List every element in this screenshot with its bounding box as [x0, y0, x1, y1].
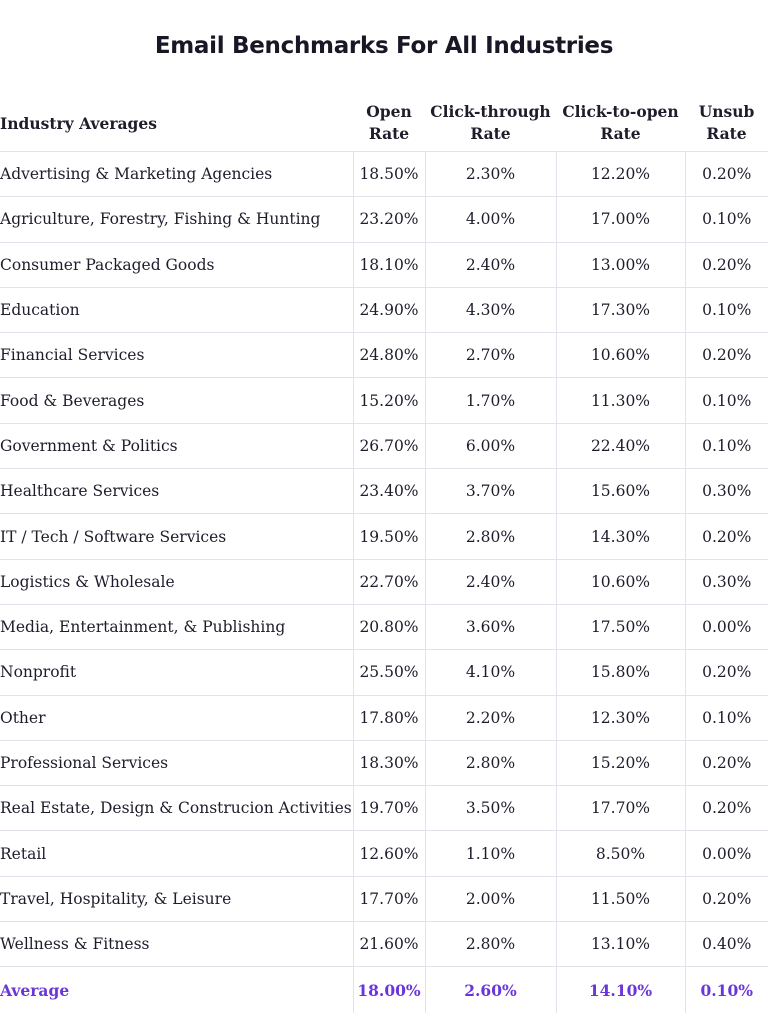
click-through-rate-cell: 3.70% [425, 469, 556, 514]
table-row [0, 786, 768, 831]
table-row [0, 514, 768, 559]
average-open-rate-cell: 18.00% [353, 967, 425, 1014]
click-through-rate-cell: 2.80% [425, 514, 556, 559]
header-click-to-open-line1: Click-to-open [562, 101, 679, 121]
click-through-rate-cell: 2.70% [425, 333, 556, 378]
click-to-open-rate-cell: 11.30% [556, 378, 685, 423]
open-rate-cell: 12.60% [353, 831, 425, 876]
page-title: Email Benchmarks For All Industries [154, 33, 614, 59]
header-open-rate-line2: Rate [368, 123, 410, 143]
click-to-open-rate-cell: 14.30% [556, 514, 685, 559]
table-row [0, 876, 768, 921]
benchmarks-table [0, 94, 768, 1013]
click-to-open-rate-cell: 10.60% [556, 559, 685, 604]
click-to-open-rate-cell: 12.30% [556, 695, 685, 740]
click-to-open-rate-cell: 15.20% [556, 740, 685, 785]
table-row [0, 197, 768, 242]
open-rate-cell: 23.20% [353, 197, 425, 242]
table-row [0, 152, 768, 197]
click-to-open-rate-cell: 17.70% [556, 786, 685, 831]
unsub-rate-cell: 0.10% [685, 378, 768, 423]
open-rate-cell: 19.50% [353, 514, 425, 559]
table-row [0, 242, 768, 287]
click-through-rate-cell: 2.40% [425, 559, 556, 604]
unsub-rate-cell: 0.10% [685, 287, 768, 332]
table-row [0, 831, 768, 876]
open-rate-cell: 17.80% [353, 695, 425, 740]
unsub-rate-cell: 0.00% [685, 831, 768, 876]
unsub-rate-cell: 0.00% [685, 604, 768, 649]
click-through-rate-cell: 4.00% [425, 197, 556, 242]
unsub-rate-cell: 0.30% [685, 559, 768, 604]
click-to-open-rate-cell: 10.60% [556, 333, 685, 378]
click-through-rate-cell: 2.40% [425, 242, 556, 287]
table-row [0, 287, 768, 332]
header-click-to-open-rate [556, 94, 685, 152]
industry-cell: Food & Beverages [0, 378, 353, 423]
table-row [0, 695, 768, 740]
unsub-rate-cell: 0.40% [685, 922, 768, 967]
click-through-rate-cell: 3.60% [425, 604, 556, 649]
industry-cell: Education [0, 287, 353, 332]
average-industry-cell: Average [0, 980, 70, 1000]
industry-cell: Consumer Packaged Goods [0, 242, 353, 287]
industry-cell: Professional Services [0, 740, 353, 785]
unsub-rate-cell: 0.10% [685, 695, 768, 740]
average-click-to-open-rate-cell: 14.10% [556, 967, 685, 1014]
header-industry-label: Industry Averages [0, 113, 157, 133]
average-row [0, 967, 768, 1014]
table-row [0, 423, 768, 468]
click-through-rate-cell: 3.50% [425, 786, 556, 831]
header-click-through-line2: Rate [470, 123, 511, 143]
click-through-rate-cell: 2.20% [425, 695, 556, 740]
click-to-open-rate-cell: 17.50% [556, 604, 685, 649]
open-rate-cell: 23.40% [353, 469, 425, 514]
click-to-open-rate-cell: 12.20% [556, 152, 685, 197]
open-rate-cell: 17.70% [353, 876, 425, 921]
unsub-rate-cell: 0.20% [685, 650, 768, 695]
unsub-rate-cell: 0.20% [685, 876, 768, 921]
industry-cell: Financial Services [0, 333, 353, 378]
unsub-rate-cell: 0.20% [685, 242, 768, 287]
header-unsub-line2: Rate [706, 123, 747, 143]
unsub-rate-cell: 0.20% [685, 740, 768, 785]
open-rate-cell: 22.70% [353, 559, 425, 604]
average-unsub-rate-cell: 0.10% [685, 967, 768, 1014]
table-row [0, 922, 768, 967]
unsub-rate-cell: 0.20% [685, 786, 768, 831]
industry-cell: Advertising & Marketing Agencies [0, 152, 353, 197]
header-click-to-open-line2: Rate [600, 123, 641, 143]
open-rate-cell: 19.70% [353, 786, 425, 831]
table-row [0, 559, 768, 604]
industry-cell: Agriculture, Forestry, Fishing & Hunting [0, 197, 353, 242]
open-rate-cell: 18.30% [353, 740, 425, 785]
open-rate-cell: 18.50% [353, 152, 425, 197]
average-click-through-rate-cell: 2.60% [425, 967, 556, 1014]
table-row [0, 604, 768, 649]
table-row [0, 469, 768, 514]
unsub-rate-cell: 0.20% [685, 514, 768, 559]
click-to-open-rate-cell: 17.00% [556, 197, 685, 242]
click-through-rate-cell: 6.00% [425, 423, 556, 468]
industry-cell: Real Estate, Design & Construcion Activities [0, 786, 353, 831]
industry-cell: Nonprofit [0, 650, 353, 695]
unsub-rate-cell: 0.20% [685, 152, 768, 197]
click-to-open-rate-cell: 15.80% [556, 650, 685, 695]
header-unsub-line1: Unsub [698, 101, 755, 121]
table-row [0, 740, 768, 785]
industry-cell: IT / Tech / Software Services [0, 514, 353, 559]
header-open-rate [353, 94, 425, 152]
click-through-rate-cell: 2.00% [425, 876, 556, 921]
click-through-rate-cell: 2.80% [425, 922, 556, 967]
table-row [0, 650, 768, 695]
header-click-through-line1: Click-through [430, 101, 551, 121]
open-rate-cell: 20.80% [353, 604, 425, 649]
unsub-rate-cell: 0.30% [685, 469, 768, 514]
table-row [0, 333, 768, 378]
click-through-rate-cell: 1.10% [425, 831, 556, 876]
click-to-open-rate-cell: 11.50% [556, 876, 685, 921]
unsub-rate-cell: 0.20% [685, 333, 768, 378]
unsub-rate-cell: 0.10% [685, 423, 768, 468]
click-through-rate-cell: 2.80% [425, 740, 556, 785]
click-to-open-rate-cell: 13.10% [556, 922, 685, 967]
unsub-rate-cell: 0.10% [685, 197, 768, 242]
header-click-through-rate [425, 94, 556, 152]
industry-cell: Wellness & Fitness [0, 922, 353, 967]
header-row [0, 94, 768, 152]
industry-cell: Other [0, 695, 353, 740]
open-rate-cell: 15.20% [353, 378, 425, 423]
header-industry [0, 94, 353, 152]
table-body [0, 152, 768, 1014]
open-rate-cell: 24.90% [353, 287, 425, 332]
table-row [0, 378, 768, 423]
click-to-open-rate-cell: 22.40% [556, 423, 685, 468]
header-open-rate-line1: Open [366, 101, 412, 121]
click-to-open-rate-cell: 8.50% [556, 831, 685, 876]
click-to-open-rate-cell: 13.00% [556, 242, 685, 287]
click-through-rate-cell: 4.30% [425, 287, 556, 332]
industry-cell: Media, Entertainment, & Publishing [0, 604, 353, 649]
click-through-rate-cell: 4.10% [425, 650, 556, 695]
industry-cell: Retail [0, 831, 353, 876]
open-rate-cell: 26.70% [353, 423, 425, 468]
click-to-open-rate-cell: 15.60% [556, 469, 685, 514]
industry-cell: Healthcare Services [0, 469, 353, 514]
click-through-rate-cell: 2.30% [425, 152, 556, 197]
table-header [0, 94, 768, 152]
header-unsub-rate [685, 94, 768, 152]
industry-cell: Logistics & Wholesale [0, 559, 353, 604]
open-rate-cell: 25.50% [353, 650, 425, 695]
open-rate-cell: 18.10% [353, 242, 425, 287]
open-rate-cell: 24.80% [353, 333, 425, 378]
click-through-rate-cell: 1.70% [425, 378, 556, 423]
industry-cell: Travel, Hospitality, & Leisure [0, 876, 353, 921]
click-to-open-rate-cell: 17.30% [556, 287, 685, 332]
open-rate-cell: 21.60% [353, 922, 425, 967]
industry-cell: Government & Politics [0, 423, 353, 468]
